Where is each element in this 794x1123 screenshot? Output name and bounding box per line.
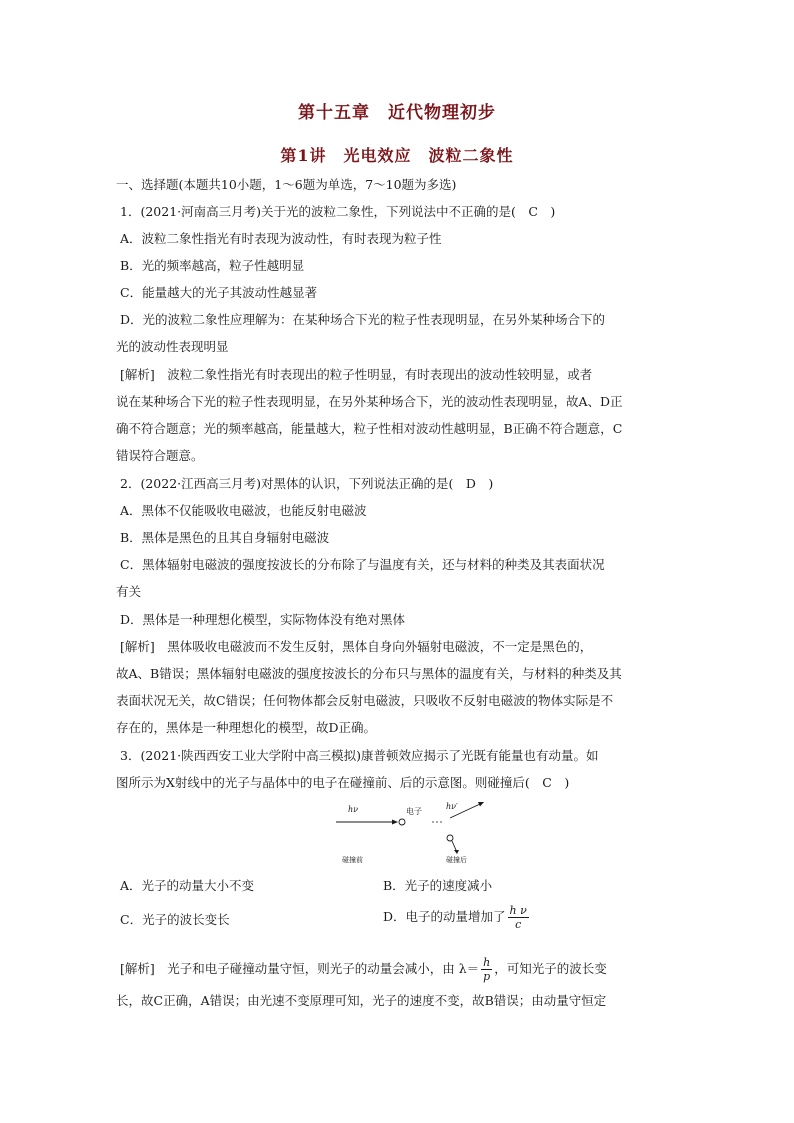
q3-option-c: C．光子的波长变长 bbox=[120, 912, 230, 927]
q3-analysis bbox=[120, 956, 607, 983]
q1-analysis-line: 确不符合题意；光的频率越高，能量越大，粒子性相对波动性越明显，B正确不符合题意，C bbox=[116, 421, 623, 436]
q3-stem: 3．(2021·陕西西安工业大学附中高三模拟)康普顿效应揭示了光既有能量也有动量。如 bbox=[120, 748, 599, 763]
q2-stem: 2．(2022·江西高三月考)对黑体的认识，下列说法正确的是( D ) bbox=[120, 476, 494, 491]
q3-stem-cont: 图所示为X射线中的光子与晶体中的电子在碰撞前、后的示意图。则碰撞后( C ) bbox=[116, 775, 570, 790]
recoil-electron-line bbox=[452, 841, 456, 850]
q1-stem: 1．(2021·河南高三月考)关于光的波粒二象性，下列说法中不正确的是( C ) bbox=[120, 204, 556, 219]
q1-option-a: A．波粒二象性指光有时表现为波动性，有时表现为粒子性 bbox=[120, 231, 442, 246]
q3-analysis-text-cont: ，可知光子的波长变 bbox=[494, 961, 607, 976]
q2-option-d: D．黑体是一种理想化模型，实际物体没有绝对黑体 bbox=[120, 612, 406, 627]
q3-option-a: A．光子的动量大小不变 bbox=[120, 878, 255, 893]
q3-option-d bbox=[383, 904, 531, 931]
fraction-denominator: c bbox=[515, 918, 522, 931]
q1-option-b: B．光的频率越高，粒子性越明显 bbox=[120, 258, 305, 273]
fraction-denominator: p bbox=[483, 970, 491, 983]
incident-arrowhead bbox=[392, 820, 398, 825]
after-collision-label: 碰撞后 bbox=[446, 856, 467, 864]
q3-option-b: B．光子的速度减小 bbox=[383, 878, 493, 893]
section-header: 一、选择题(本题共10小题，1～6题为单选，7～10题为多选) bbox=[116, 177, 457, 192]
fraction-numerator: h ν bbox=[509, 904, 527, 917]
q1-option-c: C．能量越大的光子其波动性越显著 bbox=[120, 285, 318, 300]
q1-analysis-line: 说在某种场合下光的粒子性表现明显，在另外某种场合下，光的波动性表现明显，故A、D正 bbox=[116, 394, 623, 409]
q1-option-d: D．光的波粒二象性应理解为：在某种场合下光的粒子性表现明显，在另外某种场合下的 bbox=[120, 312, 606, 327]
q3-analysis-text: [解析] 光子和电子碰撞动量守恒，则光子的动量会减小，由 λ＝ bbox=[120, 961, 480, 976]
compton-scattering-diagram bbox=[330, 800, 500, 868]
recoil-electron-circle bbox=[447, 835, 453, 841]
q1-analysis-line: 错误符合题意。 bbox=[116, 448, 204, 463]
electron-label: 电子 bbox=[406, 807, 422, 816]
photon-label-before: hν bbox=[348, 805, 359, 814]
q3-option-d-text: D．电子的动量增加了 bbox=[383, 909, 506, 924]
before-collision-label: 碰撞前 bbox=[342, 856, 363, 864]
q3-analysis-fraction bbox=[481, 956, 492, 983]
recoil-arrowhead bbox=[454, 850, 459, 854]
q1-analysis: [解析] 波粒二象性指光有时表现出的粒子性明显，有时表现出的波动性较明显，或者 bbox=[120, 367, 593, 382]
q2-option-a: A．黑体不仅能吸收电磁波，也能反射电磁波 bbox=[120, 503, 367, 518]
photon-label-after: hν′ bbox=[446, 802, 458, 811]
q2-option-c: C．黑体辐射电磁波的强度按波长的分布除了与温度有关，还与材料的种类及其表面状况 bbox=[120, 557, 605, 572]
q2-analysis: [解析] 黑体吸收电磁波而不发生反射，黑体自身向外辐射电磁波，不一定是黑色的， bbox=[120, 639, 593, 654]
lesson-title: 第1讲 光电效应 波粒二象性 bbox=[280, 146, 514, 165]
q3-option-d-fraction bbox=[508, 904, 529, 931]
electron-circle bbox=[399, 819, 405, 825]
chapter-title: 第十五章 近代物理初步 bbox=[298, 103, 496, 123]
q2-analysis-line: 存在的，黑体是一种理想化的模型，故D正确。 bbox=[116, 720, 377, 735]
q2-analysis-line: 表面状况无关，故C错误；任何物体都会反射电磁波，只吸收不反射电磁波的物体实际是不 bbox=[116, 693, 614, 708]
fraction-numerator: h bbox=[483, 956, 491, 969]
q3-analysis-line: 长，故C正确，A错误；由光速不变原理可知，光子的速度不变，故B错误；由动量守恒定 bbox=[116, 993, 607, 1008]
q2-option-b: B．黑体是黑色的且其自身辐射电磁波 bbox=[120, 530, 330, 545]
q1-option-d-cont: 光的波动性表现明显 bbox=[116, 339, 229, 354]
q2-option-c-cont: 有关 bbox=[116, 584, 142, 599]
q2-analysis-line: 故A、B错误；黑体辐射电磁波的强度按波长的分布只与黑体的温度有关，与材料的种类及其 bbox=[116, 666, 622, 681]
